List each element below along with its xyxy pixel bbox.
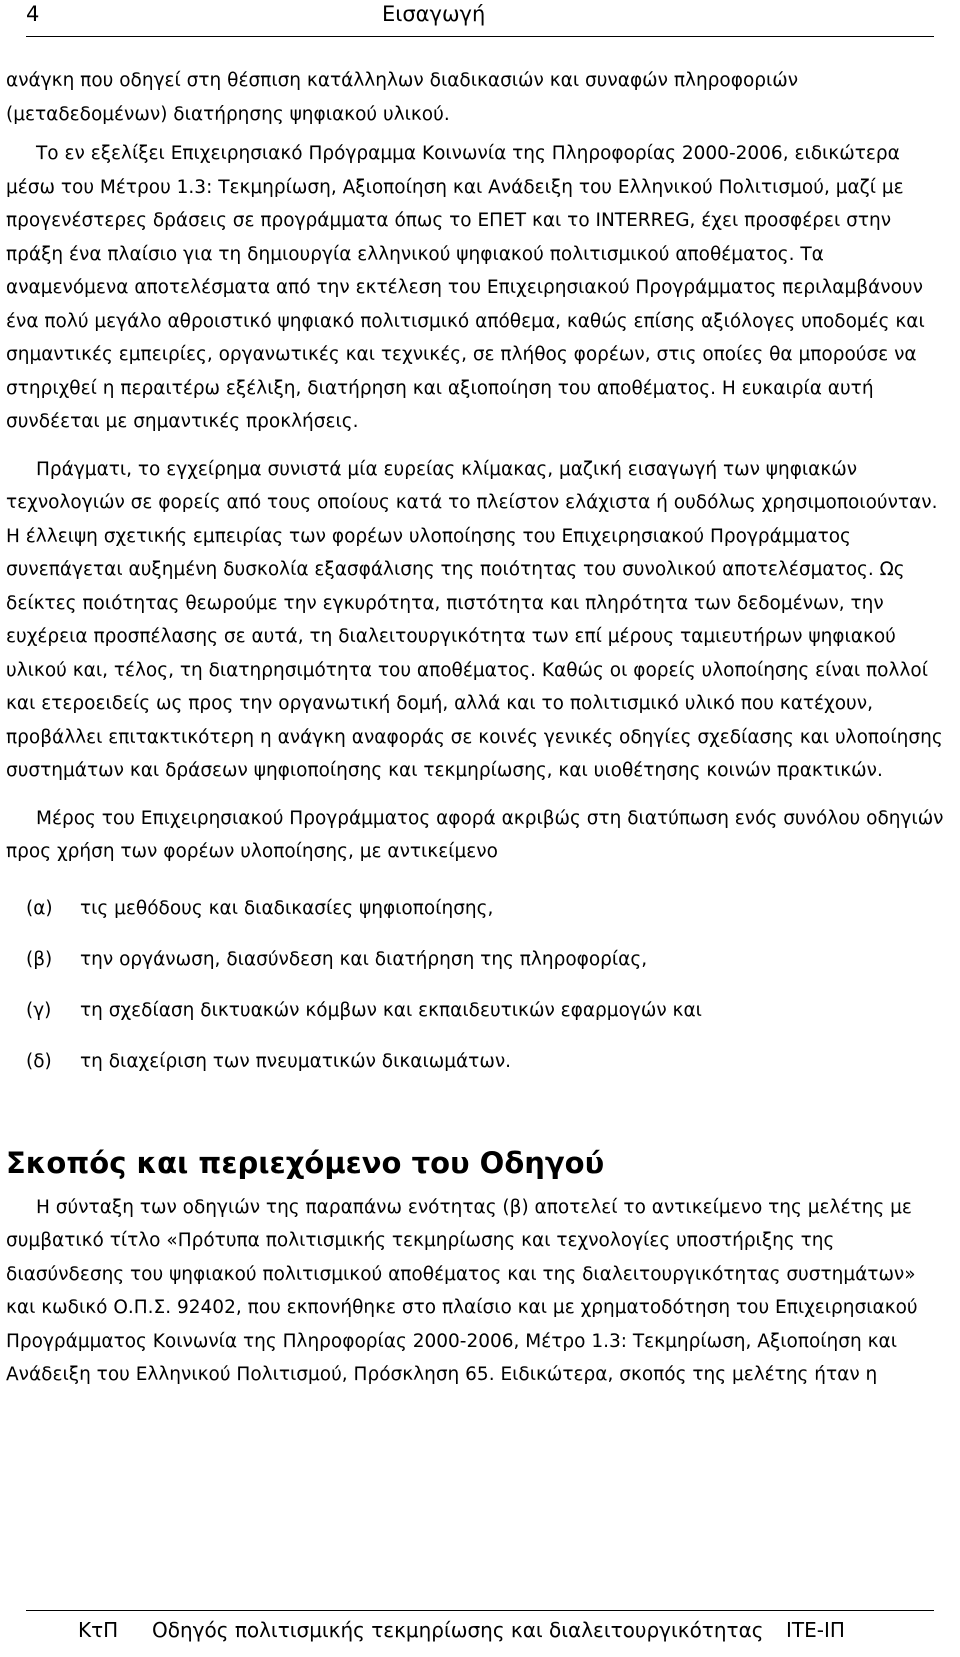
paragraph-continuation: ανάγκη που οδηγεί στη θέσπιση κατάλληλων διαδικασιών και συναφών πληροφοριών (μεταδεδομένων) διατήρησης ψηφιακού υλικού. xyxy=(6,70,799,125)
page-header xyxy=(0,2,960,32)
paragraph-purpose: Η σύνταξη των οδηγιών της παραπάνω ενότητας (β) αποτελεί το αντικείμενο της μελέτης με συμβατικό τίτλο «Πρότυπα πολιτισμικής τεκμηρίωσης και τεχνολογίες υποστήριξης της διασύνδεσης του ψηφιακού πολιτισμικού αποθέματος και της διαλειτουργικότητας συστημάτων» και κωδικό Ο.Π.Σ. 92402, που εκπονήθηκε στο πλαίσιο και με χρηματοδότηση του Επιχειρησιακού Προγράμματος Κοινωνία της Πληροφορίας 2000-2006, Μέτρο 1.3: Τεκμηρίωση, Αξιοποίηση και Ανάδειξη του Ελληνικού Πολιτισμού, Πρόσκληση 65. Ειδικώτερα, σκοπός της μελέτης ήταν η xyxy=(6,1196,918,1385)
list-item xyxy=(6,893,946,924)
footer-rule xyxy=(26,1610,934,1611)
list-item-label: (γ) xyxy=(26,999,52,1021)
section-heading: Σκοπός και περιεχόμενο του Οδηγού xyxy=(6,1145,605,1180)
paragraph-quality: Πράγματι, το εγχείρημα συνιστά μία ευρείας κλίμακας, μαζική εισαγωγή των ψηφιακών τεχνολογιών σε φορείς από τους οποίους κατά το πλείστον ελάχιστα ή ουδόλως χρησιμοποιούνταν. Η έλλειψη σχετικής εμπειρίας των φορέων υλοποίησης του Επιχειρησιακού Προγράμματος συνεπάγεται αυξημένη δυσκολία εξασφάλισης της ποιότητας του συνολικού αποτελέσματος. Ως δείκτες ποιότητας θεωρούμε την εγκυρότητα, πιστότητα και πληρότητα των δεδομένων, την ευχέρεια προσπέλασης σε αυτά, τη διαλειτουργικότητα των επί μέρους ταμιευτήρων ψηφιακού υλικού και, τέλος, τη διατηρησιμότητα του αποθέματος. Καθώς οι φορείς υλοποίησης είναι πολλοί και ετεροειδείς ως προς την οργανωτική δομή, αλλά και το πολιτισμικό υλικό που κατέχουν, προβάλλει επιτακτικότερη η ανάγκη αναφοράς σε κοινές γενικές οδηγίες σχεδίασης και υλοποίησης συστημάτων και δράσεων ψηφιοποίησης και τεκμηρίωσης, και υιοθέτησης κοινών πρακτικών. xyxy=(6,458,943,781)
list-item-text: τις μεθόδους και διαδικασίες ψηφιοποίησης, xyxy=(80,897,494,919)
header-rule xyxy=(26,36,934,37)
list-item-label: (α) xyxy=(26,897,53,919)
list-item-text: τη σχεδίαση δικτυακών κόμβων και εκπαιδευτικών εφαρμογών και xyxy=(80,999,702,1021)
page-footer xyxy=(0,1618,960,1648)
list-item-text: την οργάνωση, διασύνδεση και διατήρηση της πληροφορίας, xyxy=(80,948,648,970)
guideline-list xyxy=(6,893,946,1077)
page-body xyxy=(6,64,946,1392)
footer-center: Οδηγός πολιτισμικής τεκμηρίωσης και διαλειτουργικότητας xyxy=(152,1618,764,1642)
page-number: 4 xyxy=(26,2,40,26)
footer-left: ΚτΠ xyxy=(78,1618,119,1642)
list-item-label: (δ) xyxy=(26,1050,52,1072)
paragraph-guidelines: Μέρος του Επιχειρησιακού Προγράμματος αφορά ακριβώς στη διατύπωση ενός συνόλου οδηγιών προς χρήση των φορέων υλοποίησης, με αντικείμενο xyxy=(6,807,944,862)
list-item-text: τη διαχείριση των πνευματικών δικαιωμάτων. xyxy=(80,1050,512,1072)
running-title: Εισαγωγή xyxy=(382,2,486,26)
list-item-label: (β) xyxy=(26,948,53,970)
list-item xyxy=(6,995,946,1026)
footer-right: ΙΤΕ-ΙΠ xyxy=(786,1618,845,1642)
list-item xyxy=(6,1046,946,1077)
paragraph-program: Το εν εξελίξει Επιχειρησιακό Πρόγραμμα Κοινωνία της Πληροφορίας 2000-2006, ειδικώτερα μέσω του Μέτρου 1.3: Τεκμηρίωση, Αξιοποίηση και Ανάδειξη του Ελληνικού Πολιτισμού, μαζί με προγενέστερες δράσεις σε προγράμματα όπως το ΕΠΕΤ και το INTERREG, έχει προσφέρει στην πράξη ένα πλαίσιο για τη δημιουργία ελληνικού ψηφιακού πολιτισμικού αποθέματος. Τα αναμενόμενα αποτελέσματα από την εκτέλεση του Επιχειρησιακού Προγράμματος περιλαμβάνουν ένα πολύ μεγάλο αθροιστικό ψηφιακό πολιτισμικό απόθεμα, καθώς επίσης αξιόλογες υποδομές και σημαντικές εμπειρίες, οργανωτικές και τεχνικές, σε πλήθος φορέων, στις οποίες θα μπορούσε να στηριχθεί η περαιτέρω εξέλιξη, διατήρηση και αξιοποίηση του αποθέματος. Η ευκαιρία αυτή συνδέεται με σημαντικές προκλήσεις. xyxy=(6,143,925,432)
list-item xyxy=(6,944,946,975)
